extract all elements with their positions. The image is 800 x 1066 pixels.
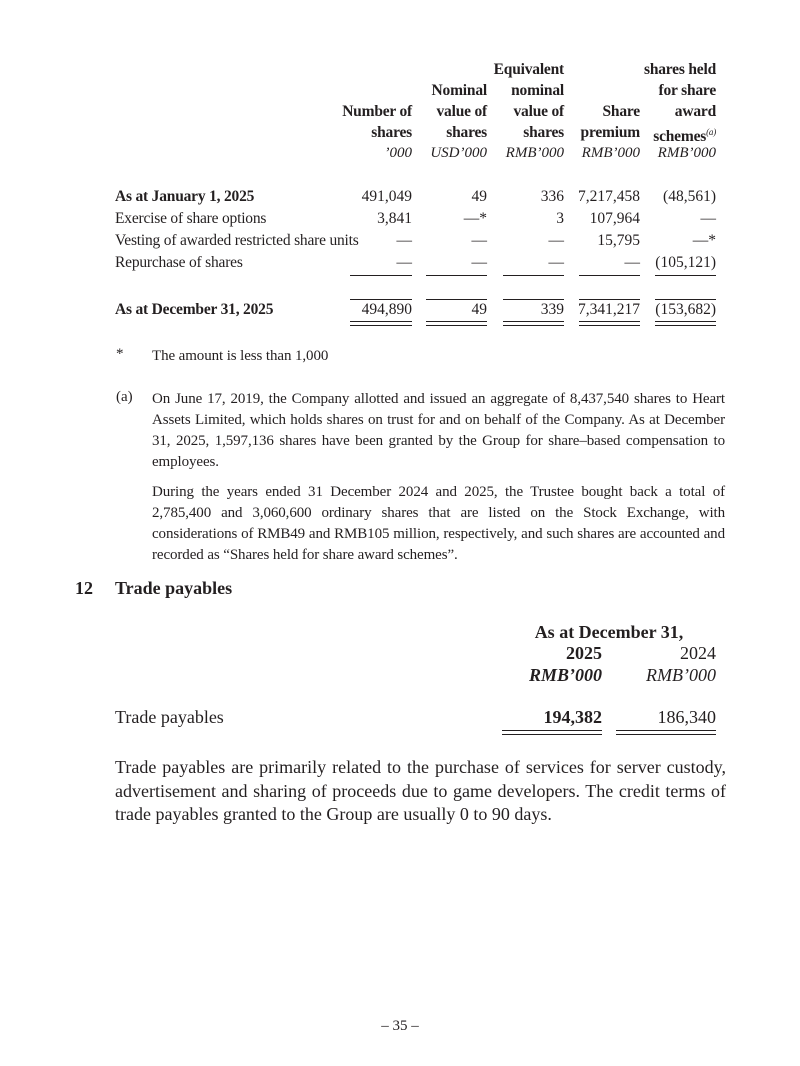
unit-label: USD’000 <box>430 145 487 161</box>
total-double-rule <box>579 321 640 326</box>
cell: — <box>700 210 716 227</box>
total-double-rule <box>503 321 564 326</box>
table-row <box>0 254 800 275</box>
header-line: shares <box>446 124 487 141</box>
total-double-rule <box>350 321 412 326</box>
col-header-shares-held-award <box>626 59 716 147</box>
total-double-rule <box>426 321 487 326</box>
unit-label: RMB’000 <box>646 665 716 685</box>
header-line: Share <box>602 103 640 120</box>
cell: —* <box>463 210 487 227</box>
cell: 49 <box>471 188 487 205</box>
header-line: shares held <box>643 61 716 78</box>
total-double-rule <box>616 730 716 735</box>
header-line: value of <box>513 103 564 120</box>
cell: 336 <box>540 188 564 205</box>
page-number: – 35 – <box>381 1018 419 1034</box>
cell: 494,890 <box>361 301 412 318</box>
total-top-rule <box>579 299 640 300</box>
header-line: shares <box>371 124 412 141</box>
year-2025-header: 2025 <box>566 643 602 663</box>
row-label: Vesting of awarded restricted share units <box>115 232 359 249</box>
col-header-number-of-shares <box>322 101 412 143</box>
subtotal-rule <box>426 275 487 276</box>
total-top-rule <box>350 299 412 300</box>
footnote-ref: (a) <box>706 127 716 137</box>
trade-payables-paragraph: Trade payables are primarily related to the purchase of services for server custody, advertisement and sharing of proceeds due to game developers. The credit terms of trade payables granted to the Group are usually 0 to 90 days. <box>115 757 726 824</box>
trade-payables-2025-value: 194,382 <box>543 707 602 727</box>
cell: (105,121) <box>655 254 716 271</box>
unit-label: ’000 <box>384 145 412 161</box>
table-row-total <box>0 301 800 322</box>
total-top-rule <box>426 299 487 300</box>
subtotal-rule <box>503 275 564 276</box>
cell: 491,049 <box>361 188 412 205</box>
header-word: schemes <box>653 128 707 146</box>
unit-label: RMB’000 <box>657 145 716 161</box>
subtotal-rule <box>655 275 716 276</box>
header-line: value of <box>436 103 487 120</box>
table-row <box>0 188 800 209</box>
cell: — <box>548 232 564 249</box>
col-header-nominal-value <box>407 80 487 143</box>
cell: 15,795 <box>597 232 640 249</box>
header-line: Equivalent <box>493 61 564 78</box>
total-top-rule <box>655 299 716 300</box>
header-line: Number of <box>342 103 412 120</box>
cell: — <box>471 254 487 271</box>
header-line: shares <box>523 124 564 141</box>
header-line: for share <box>658 82 716 99</box>
subtotal-rule <box>579 275 640 276</box>
footnote-text: During the years ended 31 December 2024 and 2025, the Trustee bought back a total of 2,785,400 and 3,060,600 ordinary shares that are listed on the Stock Exchange, with considerations of RMB49 and RMB105 million, respectively, and such shares are accounted and recorded as “Shares held for share award schemes”. <box>152 484 725 563</box>
header-line <box>626 122 716 147</box>
footnote-text: On June 17, 2019, the Company allotted and issued an aggregate of 8,437,540 shares to Heart Assets Limited, which holds shares on trust for and on behalf of the Company. As at December 31, 2025, 1,597,136 shares have been granted by the Group for share–based compensation to employees. <box>152 391 725 470</box>
year-2024-header: 2024 <box>680 643 716 663</box>
row-label: As at December 31, 2025 <box>115 301 274 318</box>
cell: 7,217,458 <box>578 188 640 205</box>
cell: — <box>624 254 640 271</box>
section-title: Trade payables <box>115 578 233 598</box>
cell: 49 <box>471 301 487 318</box>
total-double-rule <box>655 321 716 326</box>
unit-label: RMB’000 <box>505 145 564 161</box>
table-row <box>0 210 800 231</box>
footnote-text: The amount is less than 1,000 <box>152 348 329 364</box>
cell: (48,561) <box>663 188 716 205</box>
row-label: Exercise of share options <box>115 210 267 227</box>
table-row <box>0 232 800 253</box>
header-line: award <box>674 103 716 120</box>
trade-payables-row-label: Trade payables <box>115 707 224 727</box>
header-line: nominal <box>511 82 564 99</box>
cell: 107,964 <box>589 210 640 227</box>
cell: — <box>471 232 487 249</box>
cell: 3,841 <box>377 210 412 227</box>
total-double-rule <box>502 730 602 735</box>
row-label: Repurchase of shares <box>115 254 243 271</box>
section-number: 12 <box>75 578 93 598</box>
unit-label: RMB’000 <box>528 665 602 685</box>
trade-payables-2024-value: 186,340 <box>657 707 716 727</box>
footnote-mark: * <box>116 346 124 362</box>
row-label: As at January 1, 2025 <box>115 188 255 205</box>
total-top-rule <box>503 299 564 300</box>
header-line: Nominal <box>431 82 487 99</box>
subtotal-rule <box>350 275 412 276</box>
cell: — <box>548 254 564 271</box>
cell: —* <box>692 232 716 249</box>
cell: 3 <box>556 210 564 227</box>
cell: (153,682) <box>655 301 716 318</box>
footnote-mark: (a) <box>116 389 133 405</box>
cell: 339 <box>540 301 564 318</box>
unit-label: RMB’000 <box>581 145 640 161</box>
header-line: premium <box>580 124 640 141</box>
trade-payables-column-header: As at December 31, <box>534 622 684 642</box>
cell: — <box>396 232 412 249</box>
cell: — <box>396 254 412 271</box>
share-movement-table <box>0 0 800 330</box>
cell: 7,341,217 <box>578 301 640 318</box>
